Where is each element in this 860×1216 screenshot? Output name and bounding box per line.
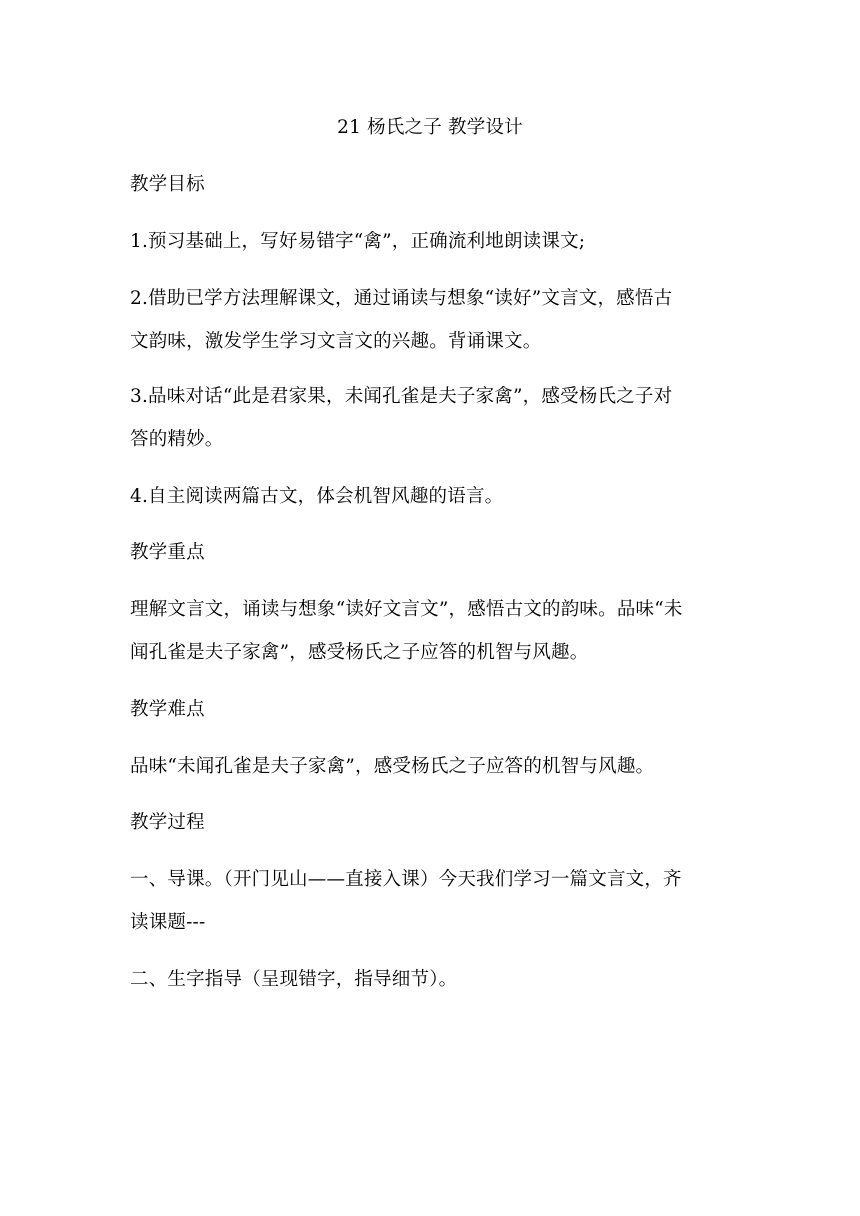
difficult-points-line-1: 品味“未闻孔雀是夫子家禽”，感受杨氏之子应答的机智与风趣。 bbox=[130, 756, 655, 777]
goal-2-line-2: 文韵味，激发学生学习文言文的兴趣。背诵课文。 bbox=[130, 331, 542, 352]
document-title: 21 杨氏之子 教学设计 bbox=[337, 117, 523, 138]
key-points-heading: 教学重点 bbox=[130, 542, 205, 563]
difficult-points-heading: 教学难点 bbox=[130, 699, 205, 720]
process-step-2: 二、生字指导（呈现错字，指导细节）。 bbox=[130, 969, 458, 990]
goal-3-line-1: 3.品味对话“此是君家果，未闻孔雀是夫子家禽”，感受杨氏之子对 bbox=[130, 386, 673, 407]
goal-4: 4.自主阅读两篇古文，体会机智风趣的语言。 bbox=[130, 486, 504, 507]
process-heading: 教学过程 bbox=[130, 812, 205, 833]
goal-1: 1.预习基础上，写好易错字“禽”，正确流利地朗读课文; bbox=[130, 231, 586, 252]
goal-3-line-2: 答的精妙。 bbox=[130, 429, 224, 450]
process-step-1-line-1: 一、导课。（开门见山——直接入课）今天我们学习一篇文言文，齐 bbox=[130, 869, 682, 890]
key-points-line-2: 闻孔雀是夫子家禽”，感受杨氏之子应答的机智与风趣。 bbox=[130, 642, 589, 663]
goals-heading: 教学目标 bbox=[130, 174, 205, 195]
process-step-1-line-2: 读课题--- bbox=[130, 912, 206, 933]
goal-2-line-1: 2.借助已学方法理解课文，通过诵读与想象“读好”文言文，感悟古 bbox=[130, 288, 673, 309]
key-points-line-1: 理解文言文，诵读与想象“读好文言文”，感悟古文的韵味。品味“未 bbox=[130, 599, 683, 620]
